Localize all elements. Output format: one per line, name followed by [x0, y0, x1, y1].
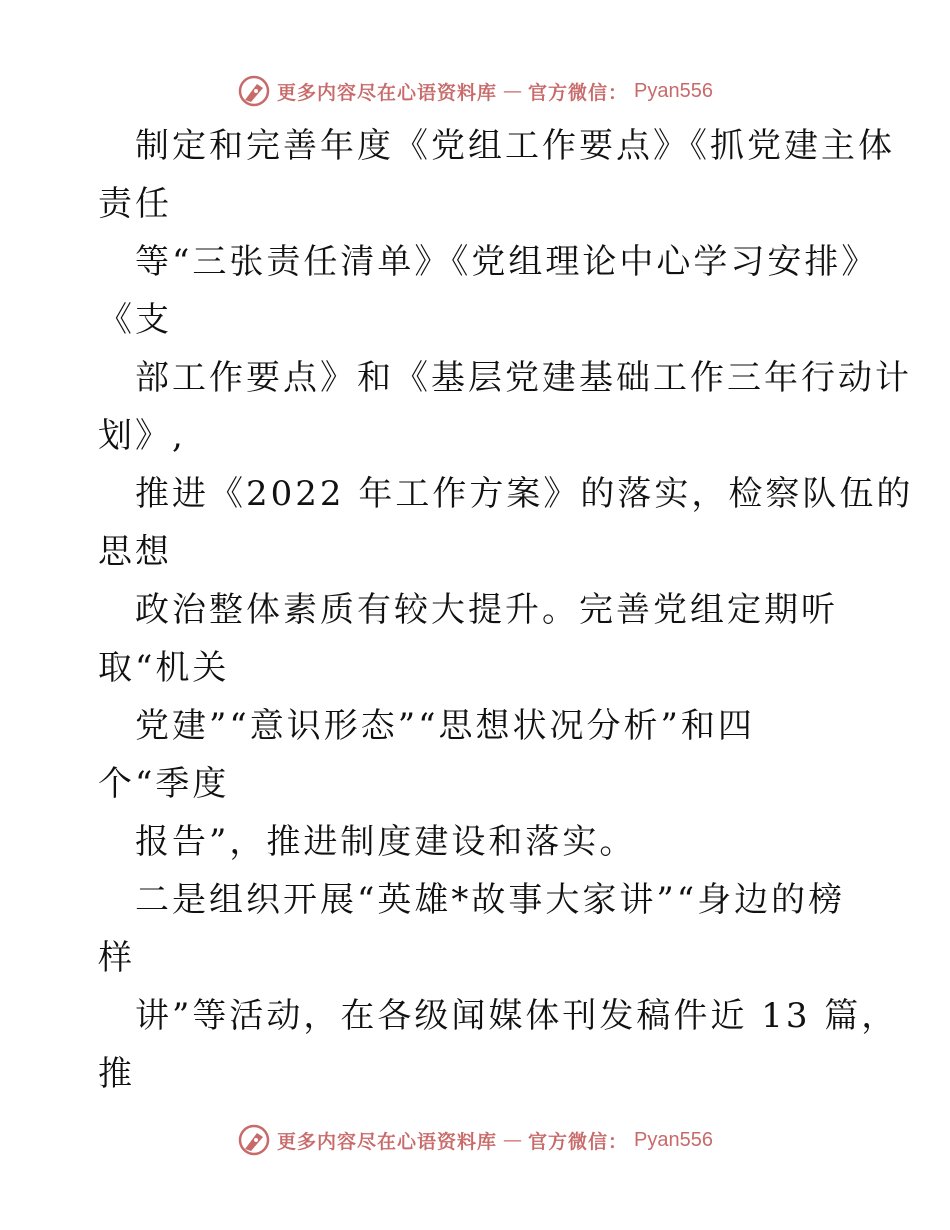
pen-nib-logo-icon	[237, 74, 271, 108]
text-line: 个“季度	[98, 764, 230, 804]
text-line: 责任	[98, 184, 172, 224]
header-wechat-label: 官方微信：	[528, 81, 629, 104]
text-line: 二是组织开展“英雄*故事大家讲”“身边的榜	[135, 880, 846, 920]
text-line: 推进《2022 年工作方案》的落实，检察队伍的	[135, 474, 914, 514]
footer-banner	[0, 1120, 950, 1160]
text-line: 讲”等活动，在各级闻媒体刊发稿件近 13 篇，	[135, 996, 899, 1036]
header-banner	[0, 71, 950, 111]
text-line: 报告”，推进制度建设和落实。	[135, 822, 637, 862]
text-line: 推	[98, 1054, 135, 1094]
footer-wechat-label: 官方微信：	[528, 1130, 629, 1153]
text-line: 制定和完善年度《党组工作要点》《抓党建主体	[135, 126, 895, 166]
footer-wechat-id: Pyan556	[634, 1128, 713, 1151]
text-line: 政治整体素质有较大提升。完善党组定期听	[135, 590, 838, 630]
header-site-text: 更多内容尽在心语资料库	[277, 81, 498, 104]
text-line: 《支	[98, 300, 172, 340]
text-line: 党建”“意识形态”“思想状况分析”和四	[135, 706, 755, 746]
header-separator: —	[503, 80, 523, 102]
text-line: 思想	[98, 532, 172, 572]
text-line: 等“三张责任清单》《党组理论中心学习安排》	[135, 242, 879, 282]
footer-separator: —	[503, 1129, 523, 1151]
text-line: 划》,	[98, 416, 186, 456]
text-line: 取“机关	[98, 648, 230, 688]
pen-nib-logo-icon	[237, 1123, 271, 1157]
text-line: 部工作要点》和《基层党建基础工作三年行动计	[135, 358, 912, 398]
header-wechat-id: Pyan556	[634, 79, 713, 102]
footer-site-text: 更多内容尽在心语资料库	[277, 1130, 498, 1153]
text-line: 样	[98, 938, 135, 978]
